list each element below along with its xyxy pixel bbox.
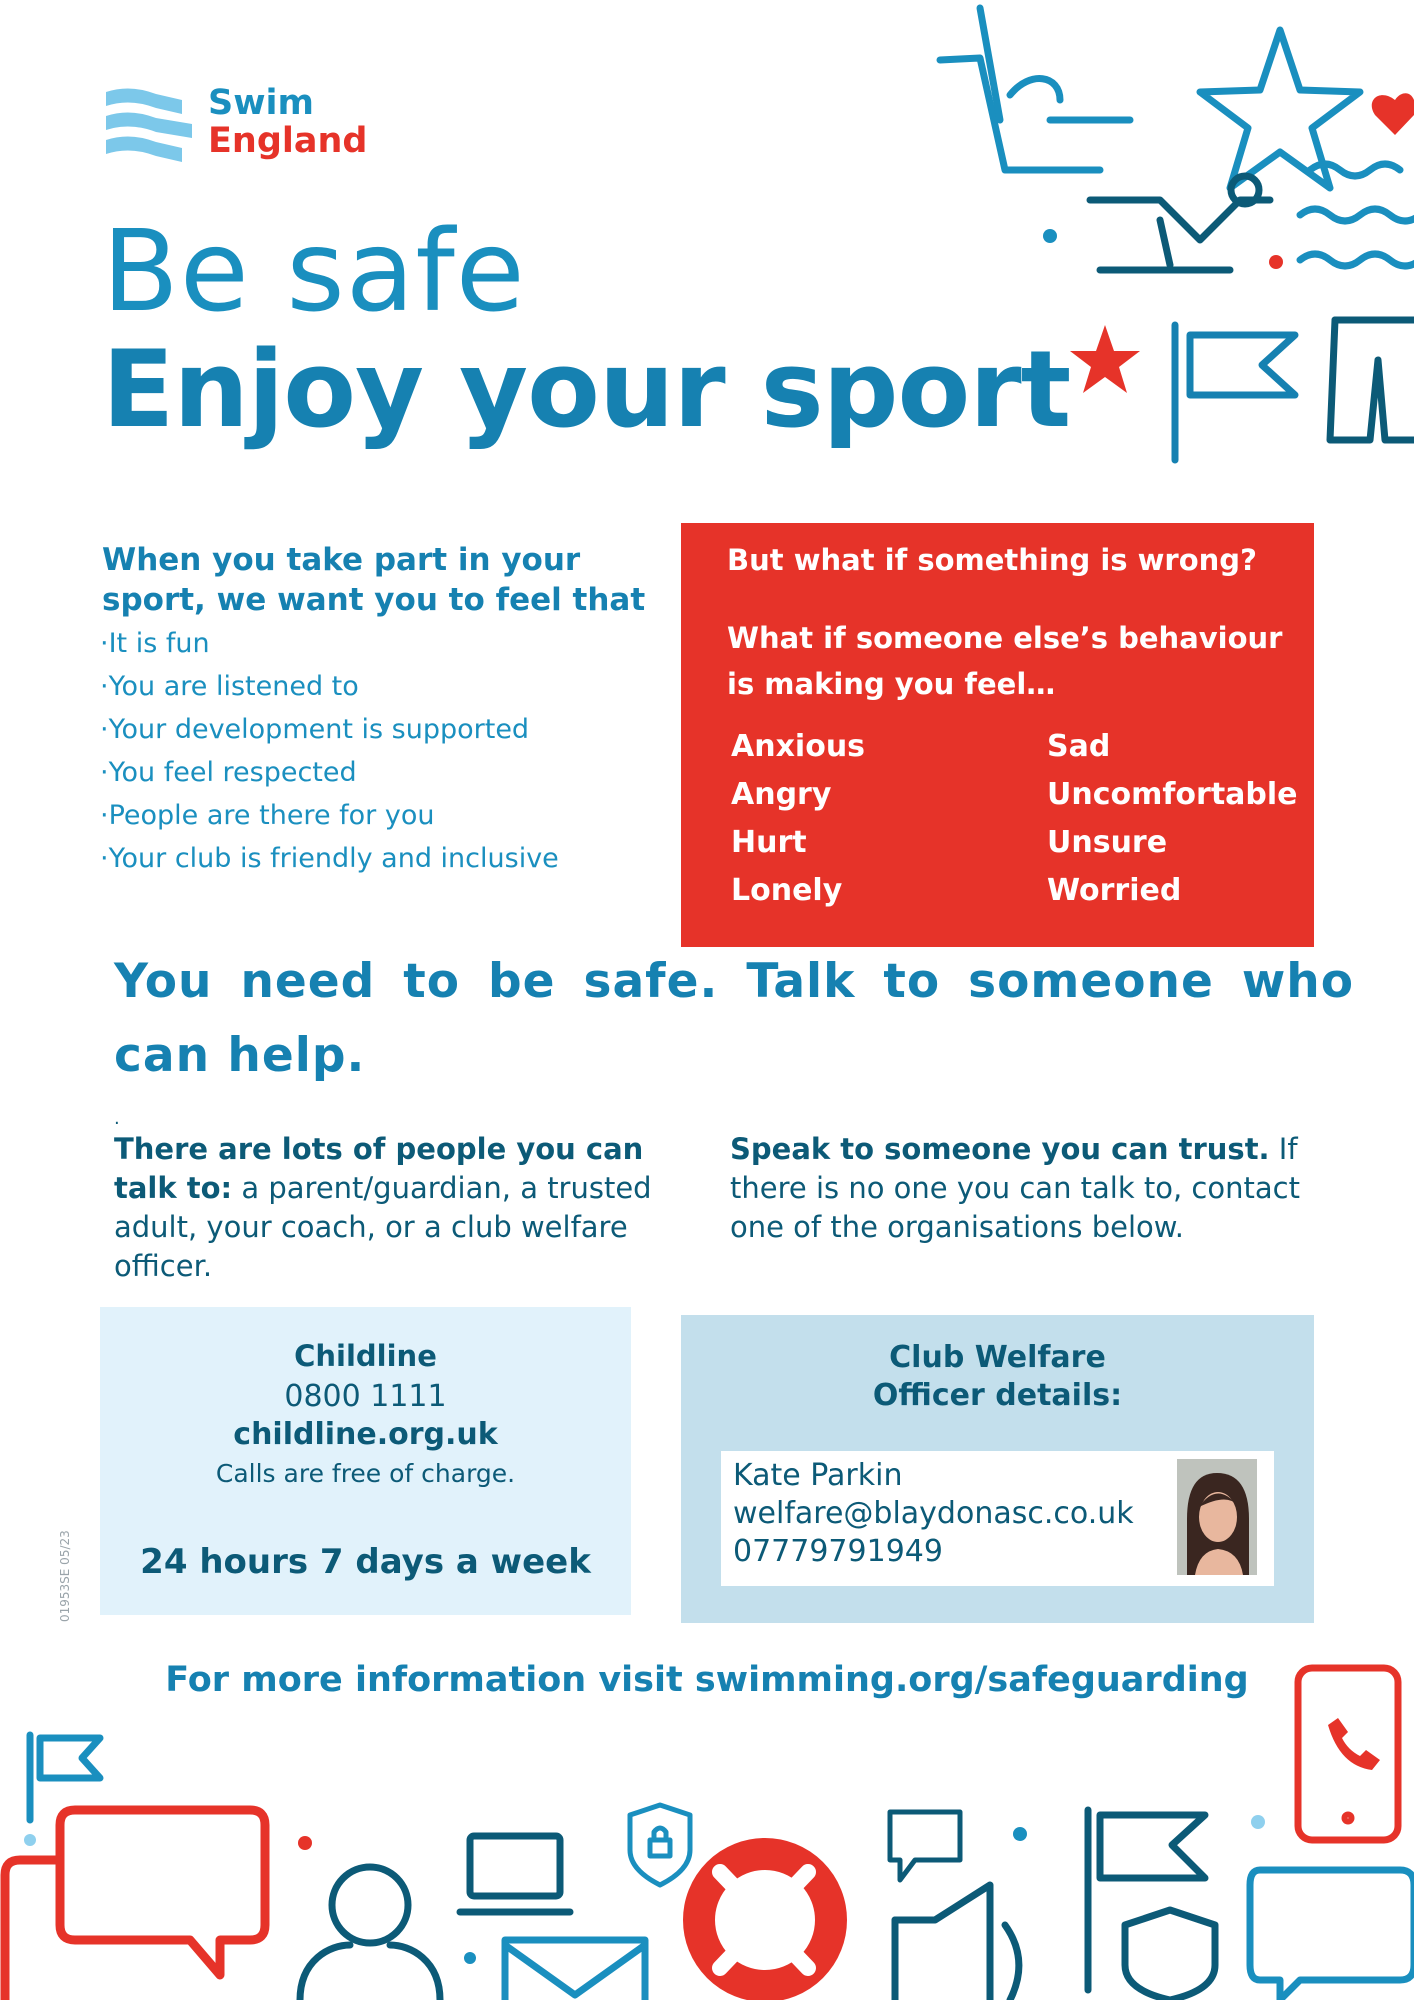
feelings-grid bbox=[731, 723, 1298, 915]
childline-phone[interactable]: 0800 1111 bbox=[284, 1379, 447, 1414]
welfare-phone[interactable]: 07779791949 bbox=[733, 1534, 943, 1569]
shield-lock-icon bbox=[630, 1805, 690, 1885]
headline-line2: Enjoy your sport bbox=[102, 328, 1071, 451]
laptop-icon bbox=[460, 1836, 570, 1912]
list-item: · You are listened to bbox=[100, 665, 660, 708]
something-wrong-panel bbox=[681, 523, 1314, 947]
flag-icon bbox=[1175, 325, 1295, 460]
feel-heading: When you take part in your sport, we want you to feel that bbox=[102, 542, 646, 618]
welfare-officer-panel bbox=[681, 1315, 1314, 1623]
trust-text bbox=[730, 1130, 1330, 1247]
swimmer-icon bbox=[940, 8, 1130, 170]
swim-england-logo bbox=[100, 86, 200, 170]
childline-panel bbox=[100, 1307, 631, 1615]
more-info-link[interactable]: For more information visit swimming.org/safeguarding bbox=[165, 1660, 1249, 1700]
talk-options-text bbox=[114, 1130, 694, 1286]
talk-right-bold: Speak to someone you can trust. bbox=[730, 1132, 1270, 1166]
welfare-title-line1: Club Welfare bbox=[889, 1340, 1106, 1375]
welfare-contact-lines bbox=[733, 1457, 1134, 1571]
welfare-name: Kate Parkin bbox=[733, 1458, 903, 1493]
talk-right-rest: If there is no one you can talk to, contact one of the organisations below. bbox=[730, 1132, 1300, 1244]
red-star-icon bbox=[1070, 325, 1140, 393]
envelope-icon bbox=[505, 1940, 645, 2000]
brand-line2: England bbox=[208, 121, 368, 161]
childline-note: Calls are free of charge. bbox=[215, 1459, 516, 1488]
wrong-question: But what if something is wrong? bbox=[727, 543, 1257, 577]
message-icon bbox=[1250, 1870, 1414, 2000]
phone-handset-icon bbox=[1328, 1718, 1380, 1770]
flag-outline-icon bbox=[1088, 1810, 1205, 1990]
feeling-item: Anxious bbox=[731, 729, 866, 764]
speech-bubble-icon bbox=[890, 1812, 960, 1880]
feeling-item: Uncomfortable bbox=[1047, 777, 1298, 812]
welfare-title bbox=[681, 1339, 1314, 1415]
childline-hours: 24 hours 7 days a week bbox=[140, 1542, 591, 1582]
feeling-item: Lonely bbox=[731, 873, 843, 908]
person-icon bbox=[300, 1867, 440, 2000]
stray-dot: . bbox=[114, 1108, 120, 1129]
shield-icon bbox=[1125, 1910, 1215, 2000]
megaphone-icon bbox=[895, 1885, 1019, 2000]
wrong-prompt: What if someone else’s behaviour is making you feel… bbox=[727, 621, 1283, 701]
list-item: · It is fun bbox=[100, 622, 660, 665]
need-safe-heading: You need to be safe. Talk to someone who can help. bbox=[114, 954, 1354, 1083]
list-item: · Your club is friendly and inclusive bbox=[100, 837, 660, 880]
shorts-icon bbox=[1330, 320, 1414, 440]
heart-icon bbox=[1372, 93, 1414, 135]
portrait-image bbox=[1177, 1459, 1257, 1575]
talk-left-rest: a parent/guardian, a trusted adult, your coach, or a club welfare officer. bbox=[114, 1171, 652, 1283]
feeling-item: Unsure bbox=[1047, 825, 1168, 860]
list-item: · You feel respected bbox=[100, 751, 660, 794]
welfare-title-line2: Officer details: bbox=[872, 1378, 1123, 1413]
brand-line1: Swim bbox=[208, 83, 315, 123]
headline-line1: Be safe bbox=[102, 207, 526, 337]
diver-icon bbox=[1090, 176, 1270, 270]
welfare-officer-photo bbox=[1177, 1459, 1257, 1575]
childline-website-link[interactable]: childline.org.uk bbox=[233, 1417, 498, 1452]
list-item: · Your development is supported bbox=[100, 708, 660, 751]
feeling-item: Hurt bbox=[731, 825, 807, 860]
document-code: 01953SE 05/23 bbox=[58, 1530, 72, 1622]
welfare-email-link[interactable]: welfare@blaydonasc.co.uk bbox=[733, 1496, 1134, 1531]
feeling-item: Worried bbox=[1047, 873, 1182, 908]
list-item: · People are there for you bbox=[100, 794, 660, 837]
feel-list bbox=[100, 622, 660, 880]
brand-name bbox=[208, 84, 367, 160]
chat-bubble-icon bbox=[5, 1810, 265, 2000]
welfare-contact-card bbox=[721, 1451, 1274, 1586]
talk-left-bold: There are lots of people you can talk to: bbox=[114, 1132, 644, 1205]
feeling-item: Sad bbox=[1047, 729, 1111, 764]
feeling-item: Angry bbox=[731, 777, 832, 812]
childline-name: Childline bbox=[294, 1339, 437, 1373]
